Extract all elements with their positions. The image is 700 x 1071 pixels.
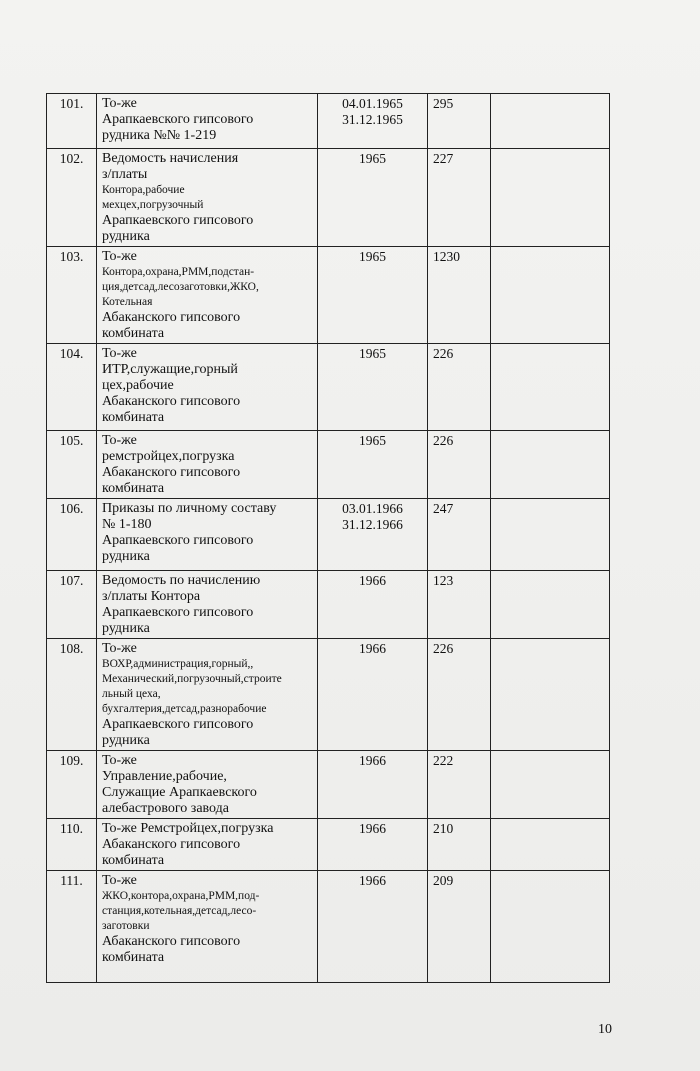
- item-title-cell: [97, 149, 318, 247]
- table-row: [47, 94, 610, 149]
- item-title-line: рудника: [102, 733, 150, 748]
- item-sheets-cell: 222: [428, 751, 491, 819]
- item-dates-cell: [318, 499, 428, 571]
- item-title-line: То-же: [102, 249, 137, 264]
- table-body: [47, 94, 610, 983]
- table-row: [47, 344, 610, 431]
- item-notes-cell: [491, 431, 610, 499]
- item-title-line: Контора,рабочие: [102, 184, 185, 196]
- item-title-line: Механический,погрузочный,строите: [102, 673, 282, 685]
- item-title-line: станция,котельная,детсад,лесо-: [102, 905, 257, 917]
- item-notes-cell: [491, 499, 610, 571]
- item-title-cell: [97, 571, 318, 639]
- item-title-line: з/платы: [102, 167, 148, 182]
- item-sheets-cell: 1230: [428, 247, 491, 344]
- item-number-cell: 110.: [47, 819, 97, 871]
- item-title-line: льный цеха,: [102, 688, 161, 700]
- item-title-line: Ведомость по начислению: [102, 573, 261, 588]
- item-title-line: комбината: [102, 326, 165, 341]
- archive-inventory-table: [46, 93, 610, 983]
- item-number-cell: 102.: [47, 149, 97, 247]
- item-date: 1966: [359, 573, 386, 588]
- item-title-line: з/платы Контора: [102, 589, 201, 604]
- item-title-line: мехцех,погрузочный: [102, 199, 204, 211]
- item-title-cell: [97, 751, 318, 819]
- item-title-line: То-же: [102, 873, 137, 888]
- item-title-line: комбината: [102, 481, 165, 496]
- table-row: [47, 247, 610, 344]
- item-title-line: № 1-180: [102, 517, 152, 532]
- item-date: 03.01.1966: [342, 501, 403, 516]
- item-sheets-cell: 226: [428, 344, 491, 431]
- item-dates-cell: [318, 871, 428, 983]
- item-title-line: Арапкаевского гипсового: [102, 533, 254, 548]
- item-title-line: Управление,рабочие,: [102, 769, 227, 784]
- item-title-line: Абаканского гипсового: [102, 465, 241, 480]
- item-sheets-cell: 210: [428, 819, 491, 871]
- item-title-line: Арапкаевского гипсового: [102, 605, 254, 620]
- item-title-line: То-же: [102, 753, 137, 768]
- item-title-cell: [97, 431, 318, 499]
- item-notes-cell: [491, 871, 610, 983]
- item-title-line: Арапкаевского гипсового: [102, 213, 254, 228]
- table-row: [47, 639, 610, 751]
- item-date: 1965: [359, 346, 386, 361]
- item-notes-cell: [491, 149, 610, 247]
- item-notes-cell: [491, 247, 610, 344]
- item-sheets-cell: 226: [428, 639, 491, 751]
- item-date: 31.12.1966: [342, 517, 403, 532]
- item-number-cell: 108.: [47, 639, 97, 751]
- item-dates-cell: [318, 149, 428, 247]
- item-dates-cell: [318, 247, 428, 344]
- item-notes-cell: [491, 94, 610, 149]
- item-sheets-cell: 227: [428, 149, 491, 247]
- table-row: [47, 819, 610, 871]
- item-number-cell: 104.: [47, 344, 97, 431]
- item-title-line: Абаканского гипсового: [102, 837, 241, 852]
- item-date: 1965: [359, 249, 386, 264]
- item-title-cell: [97, 344, 318, 431]
- item-notes-cell: [491, 344, 610, 431]
- item-title-line: ЖКО,контора,охрана,РММ,под-: [102, 890, 260, 902]
- item-date: 31.12.1965: [342, 112, 403, 127]
- item-dates-cell: [318, 344, 428, 431]
- item-title-line: То-же: [102, 96, 137, 111]
- item-dates-cell: [318, 639, 428, 751]
- item-notes-cell: [491, 639, 610, 751]
- item-title-line: Арапкаевского гипсового: [102, 717, 254, 732]
- table-row: [47, 431, 610, 499]
- item-title-line: ция,детсад,лесозаготовки,ЖКО,: [102, 281, 259, 293]
- item-title-line: Абаканского гипсового: [102, 394, 241, 409]
- item-dates-cell: [318, 431, 428, 499]
- item-title-line: ВОХР,администрация,горный,,: [102, 658, 254, 670]
- item-date: 1966: [359, 641, 386, 656]
- item-notes-cell: [491, 819, 610, 871]
- page-number: 10: [598, 1022, 612, 1037]
- item-dates-cell: [318, 751, 428, 819]
- item-title-line: алебастрового завода: [102, 801, 229, 816]
- item-title-line: Приказы по личному составу: [102, 501, 277, 516]
- item-number-cell: 106.: [47, 499, 97, 571]
- item-title-line: То-же: [102, 346, 137, 361]
- item-title-line: Абаканского гипсового: [102, 310, 241, 325]
- item-title-line: Абаканского гипсового: [102, 934, 241, 949]
- item-title-line: рудника: [102, 549, 150, 564]
- table-row: [47, 149, 610, 247]
- item-title-line: рудника: [102, 229, 150, 244]
- item-title-line: бухгалтерия,детсад,разнорабочие: [102, 703, 267, 715]
- item-dates-cell: [318, 94, 428, 149]
- item-sheets-cell: 247: [428, 499, 491, 571]
- item-title-line: комбината: [102, 853, 165, 868]
- item-sheets-cell: 226: [428, 431, 491, 499]
- item-title-line: комбината: [102, 950, 165, 965]
- item-date: 1966: [359, 873, 386, 888]
- item-title-line: заготовки: [102, 920, 150, 932]
- item-date: 1965: [359, 151, 386, 166]
- item-number-cell: 109.: [47, 751, 97, 819]
- item-number-cell: 105.: [47, 431, 97, 499]
- table-row: [47, 751, 610, 819]
- item-title-line: ремстройцех,погрузка: [102, 449, 235, 464]
- item-title-line: То-же Ремстройцех,погрузка: [102, 821, 274, 836]
- item-title-cell: [97, 871, 318, 983]
- item-title-line: То-же: [102, 641, 137, 656]
- item-title-line: рудника: [102, 621, 150, 636]
- item-date: 1965: [359, 433, 386, 448]
- table-row: [47, 499, 610, 571]
- item-title-cell: [97, 499, 318, 571]
- table-row: [47, 871, 610, 983]
- item-title-line: Ведомость начисления: [102, 151, 239, 166]
- item-title-cell: [97, 639, 318, 751]
- item-number-cell: 103.: [47, 247, 97, 344]
- item-number-cell: 101.: [47, 94, 97, 149]
- item-number-cell: 107.: [47, 571, 97, 639]
- item-title-cell: [97, 247, 318, 344]
- item-title-line: ИТР,служащие,горный: [102, 362, 238, 377]
- item-title-line: То-же: [102, 433, 137, 448]
- item-notes-cell: [491, 751, 610, 819]
- item-sheets-cell: 123: [428, 571, 491, 639]
- item-title-line: цех,рабочие: [102, 378, 174, 393]
- item-sheets-cell: 209: [428, 871, 491, 983]
- item-dates-cell: [318, 571, 428, 639]
- item-title-line: комбината: [102, 410, 165, 425]
- item-title-line: Контора,охрана,РММ,подстан-: [102, 266, 255, 278]
- item-date: 1966: [359, 821, 386, 836]
- item-title-line: рудника №№ 1-219: [102, 128, 217, 143]
- item-date: 1966: [359, 753, 386, 768]
- item-number-cell: 111.: [47, 871, 97, 983]
- item-dates-cell: [318, 819, 428, 871]
- item-title-line: Арапкаевского гипсового: [102, 112, 254, 127]
- item-title-cell: [97, 819, 318, 871]
- item-sheets-cell: 295: [428, 94, 491, 149]
- item-title-line: Служащие Арапкаевского: [102, 785, 257, 800]
- table-row: [47, 571, 610, 639]
- item-date: 04.01.1965: [342, 96, 403, 111]
- item-title-line: Котельная: [102, 296, 153, 308]
- item-notes-cell: [491, 571, 610, 639]
- item-title-cell: [97, 94, 318, 149]
